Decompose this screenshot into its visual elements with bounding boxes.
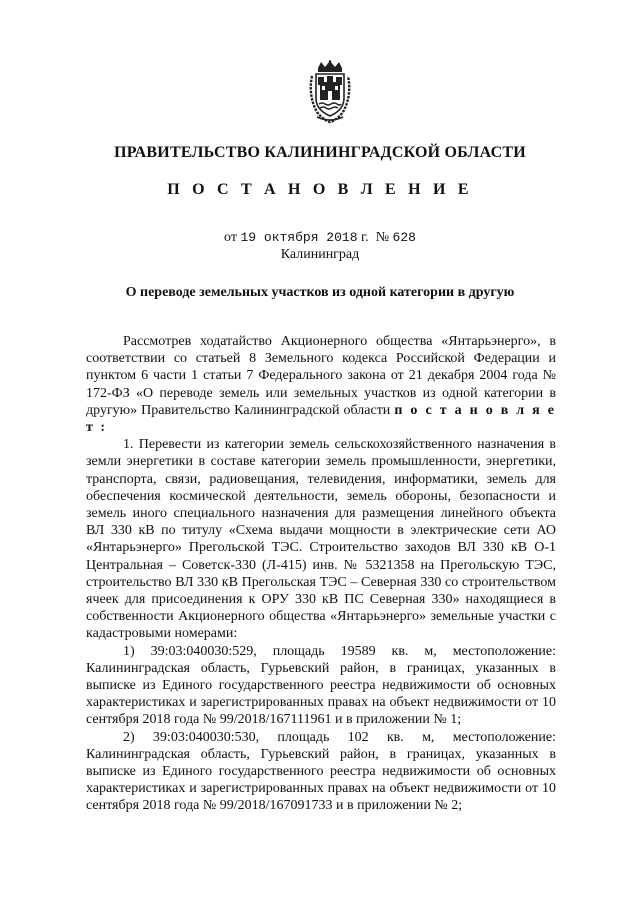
document-body (86, 333, 556, 815)
date-value: 19 октября 2018 (240, 230, 358, 245)
item-1-paragraph: 1. Перевести из категории земель сельскохозяйственного назначения в земли энергетики в составе категории земель промышленности, энергетики, транспорта, связи, радиовещания, телевидения, информатики, земель для обеспечения космической деятельности, земель обороны, безопасности и земель иного специального назначения для размещения линейного объекта ВЛ 330 кВ по титулу «Схема выдачи мощности в электрические сети АО «Янтарьэнерго» Прегольской ТЭС. Строительство заходов ВЛ 330 кВ О-1 Центральная – Советск-330 (Л-415) инв. № 5321358 на Прегольскую ТЭС, строительство ВЛ 330 кВ Прегольская ТЭС – Северная 330 со строительством ячеек для присоединения к ОРУ 330 кВ ПС Северная 330» находящиеся в собственности Акционерного общества «Янтарьэнерго» земельные участки с кадастровыми номерами: (86, 437, 556, 642)
subitem-1-paragraph: 1) 39:03:040030:529, площадь 19589 кв. м, местоположение: Калининградская область, Гурьевский район, в границах, указанных в выписке из Единого государственного реестра недвижимости об основных характеристиках и зарегистрированных правах на объект недвижимости от 10 сентября 2018 года № 99/2018/167111961 и в приложении № 1; (86, 643, 556, 728)
intro-text: Рассмотрев ходатайство Акционерного общества «Янтарьэнерго», в соответствии со статьей 8 Земельного кодекса Российской Федерации и пунктом 6 части 1 статьи 7 Федерального закона от 21 декабря 2004 года № 172-ФЗ «О переводе земель или земельных участков из одной категории в другую» Правительство Калининградской области (86, 334, 556, 418)
date-suffix: г. (361, 230, 369, 245)
document-type: П О С Т А Н О В Л Е Н И Е (167, 181, 473, 198)
document-number: 628 (392, 230, 416, 245)
subitem-2-paragraph: 2) 39:03:040030:530, площадь 102 кв. м, местоположение: Калининградская область, Гурьевский район, в границах, указанных в выписке из Единого государственного реестра недвижимости об основных характеристиках и зарегистрированных правах на объект недвижимости от 10 сентября 2018 года № 99/2018/167091733 и в приложении № 2; (86, 729, 556, 814)
date-prefix: от (224, 230, 237, 245)
date-number-line (0, 230, 640, 246)
intro-keyword: п о с т а н о в л я е т : (86, 402, 556, 436)
city: Калининград (280, 247, 360, 262)
intro-paragraph (86, 333, 556, 436)
document-subject: О переводе земельных участков из одной категории в другую (125, 285, 515, 300)
number-prefix: № (375, 230, 390, 245)
government-title: ПРАВИТЕЛЬСТВО КАЛИНИНГРАДСКОЙ ОБЛАСТИ (114, 144, 526, 161)
coat-of-arms-emblem (305, 60, 355, 124)
